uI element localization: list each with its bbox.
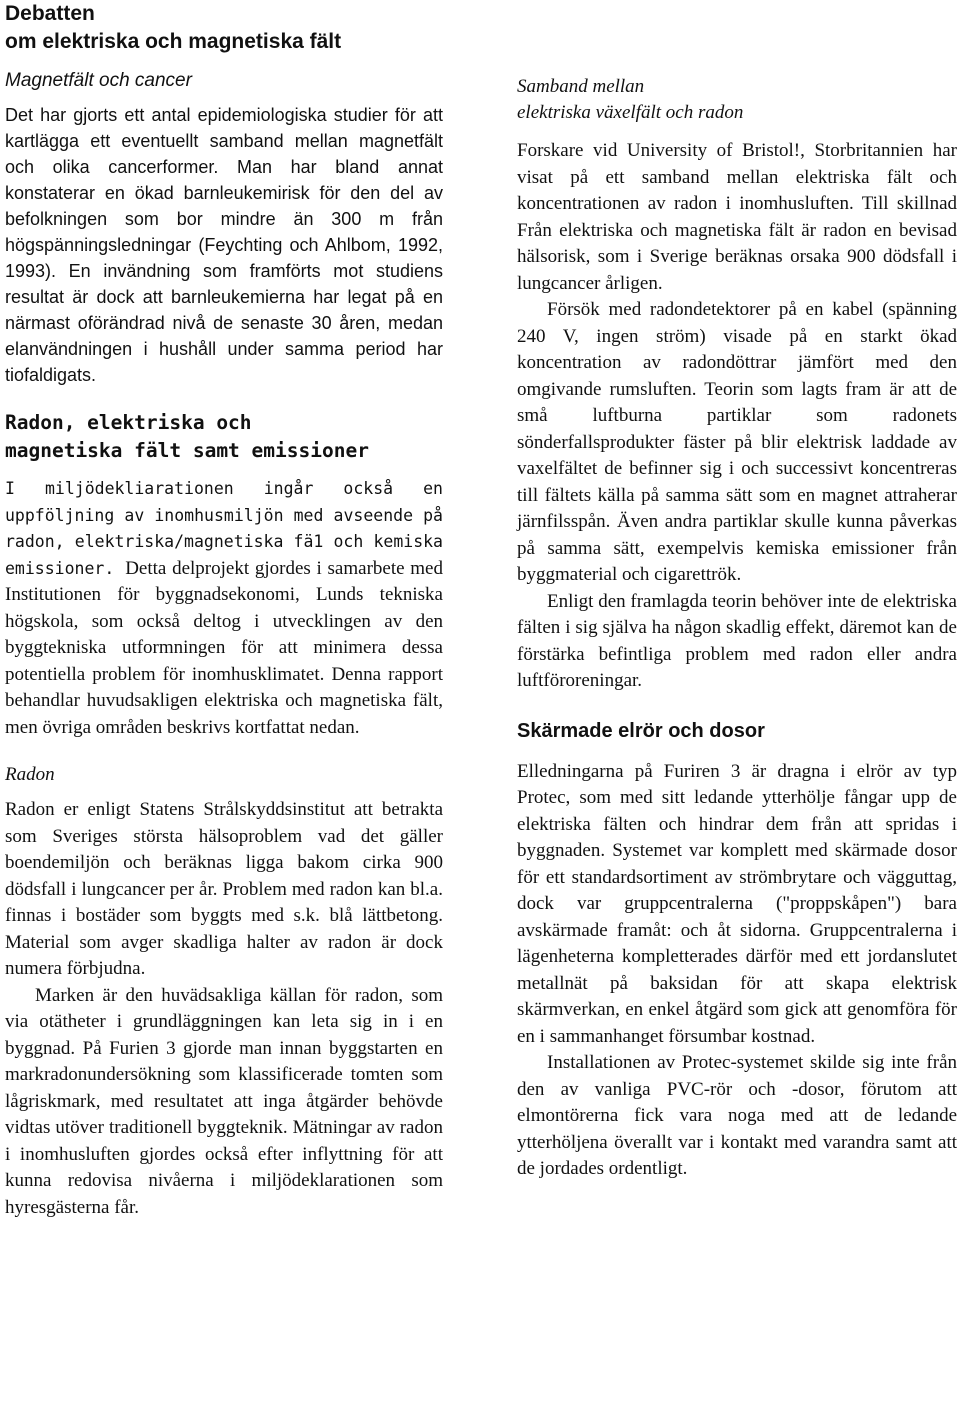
heading-radon: Radon xyxy=(5,764,55,785)
heading-radon-falt-emissioner: Radon, elektriska och magnetiska fält samt emissioner xyxy=(5,411,369,462)
title-line-2: om elektriska och magnetiska fält xyxy=(5,30,342,53)
heading-samband-radon: Samband mellan elektriska växelfält och radon xyxy=(517,76,744,123)
heading-skarmade-elror: Skärmade elrör och dosor xyxy=(517,719,765,742)
paragraph-radon-2: Marken är den huvädsakliga källan för radon, som via otätheter i grundläggningen kan leta sig in i en byggnad. På Furien 3 gjorde man innan byggstarten en markradonundersökning som klassificerade tomten som lågriskmark, med resultatet att inga åtgärder behövde vidtas utöver traditionell byggteknik. Mätningar av radon i inomhusluften gjordes också efter inflyttning för att kunna redovisa nivåerna i miljödeklarationen som hyresgästerna får. xyxy=(5,984,443,1218)
right-column xyxy=(517,0,957,1183)
paragraph-radon-1: Radon er enligt Statens Strålskyddsinstitut att betrakta som Sveriges största hälsoproblem vad det gäller boendemiljön och beräknas ligga bakom cirka 900 dödsfall i lungcancer per år. Problem med radon kan bl.a. finnas i bostäder som byggts med s.k. blå lättbetong. Material som avger skadliga halter av radon är dock numera förbjudna. xyxy=(5,799,443,979)
paragraph-elledningar: Elledningarna på Furiren 3 är dragna i elrör av typ Protec, som med sitt ledande ytterhölje fångar upp de elektriska fälten och hindrar dem från att spridas i byggnaden. Systemet var komplett med skärmade dosor för ett standardsortiment av strömbrytare och vägguttag, dock var gruppcentralerna ("proppskåpen") bara avskärmade framåt: och åt sidorna. Gruppcentralerna i lägenheterna kompletterades därför med ett jordanslutet metallnät på baksidan för att skapa elektrisk skärmverkan, en enkel åtgärd som gick att genomföra för en i sammanhanget försumbar kostnad. xyxy=(517,760,957,1047)
page-title xyxy=(5,0,443,56)
paragraph-installationen: Installationen av Protec-systemet skilde sig inte från den av vanliga PVC-rör och -dosor, förutom att elmontörerna fick vara noga med att de ledande ytterhöljena överallt var i kontakt med varandra samt att de jordades ordentligt. xyxy=(517,1052,957,1179)
left-column xyxy=(5,0,443,1221)
paragraph-forsok: Försök med radondetektorer på en kabel (spänning 240 V, ingen ström) visade på en starkt ökad koncentration av radondöttrar jämfört med den omgivande rumsluften. Teorin som lagts fram är att de små luftburna partiklar som radonets sönderfallsprodukter fäster på blir elektrisk laddade av vaxelfältet de befinner sig i och successivt koncentreras till fältets källa på samma sätt som en magnet attraherar järnfilsspån. Även andra partiklar skulle kunna påverkas på samma sätt, exempelvis kemiska emissioner från byggmaterial och cigarettrök. xyxy=(517,299,957,585)
paragraph-teorin: Enligt den framlagda teorin behöver inte de elektriska fälten i sig själva ha någon skadlig effekt, däremot kan de förstärka befintliga problem med radon eller andra luftföroreningar. xyxy=(517,590,957,691)
paragraph-bristol: Forskare vid University of Bristol!, Storbritannien har visat på ett samband mellan elektriska fält och koncentrationen av radon i inomhusluften. Till skillnad Från elektriska och magnetiska fält är radon en bevisad hälsorisk, som i Sverige beräknas orsaka 900 dödsfall i lungcancer årligen. xyxy=(517,140,957,294)
heading-magnetfalt-cancer: Magnetfält och cancer xyxy=(5,70,192,91)
paragraph-miljodeklaration: I miljödekliarationen ingår också en uppföljning av inomhusmiljön med avseende på radon, elektriska/magnetiska fä1 och kemiska emissioner. Detta delprojekt gjordes i samarbete med Institutionen för byggnadsekonomi, Lunds tekniska högskola, som också deltog i utvecklingen av den byggtekniska utformningen för att minimera dessa potentiella problem för inomhusklimatet. Denna rapport behandlar huvudsakligen elektriska och magnetiska fält, men övriga områden beskrivs kortfattat nedan. xyxy=(5,479,443,738)
title-line-1: Debatten xyxy=(5,2,95,25)
paragraph-magnetfalt-cancer: Det har gjorts ett antal epidemiologiska studier för att kartlägga ett eventuellt samband mellan magnetfält och olika cancerformer. Man har bland annat konstaterar en ökad barnleukemirisk för den del av befolkningen som bor mindre än 300 m från högspänningsledningar (Feychting och Ahlbom, 1992, 1993). En invändning som framförts mot studiens resultat är dock att barnleukemierna har legat på en närmast oförändrad nivå de senaste 30 åren, medan elanvändningen i hushåll under samma period har tiofaldigats. xyxy=(5,105,443,385)
